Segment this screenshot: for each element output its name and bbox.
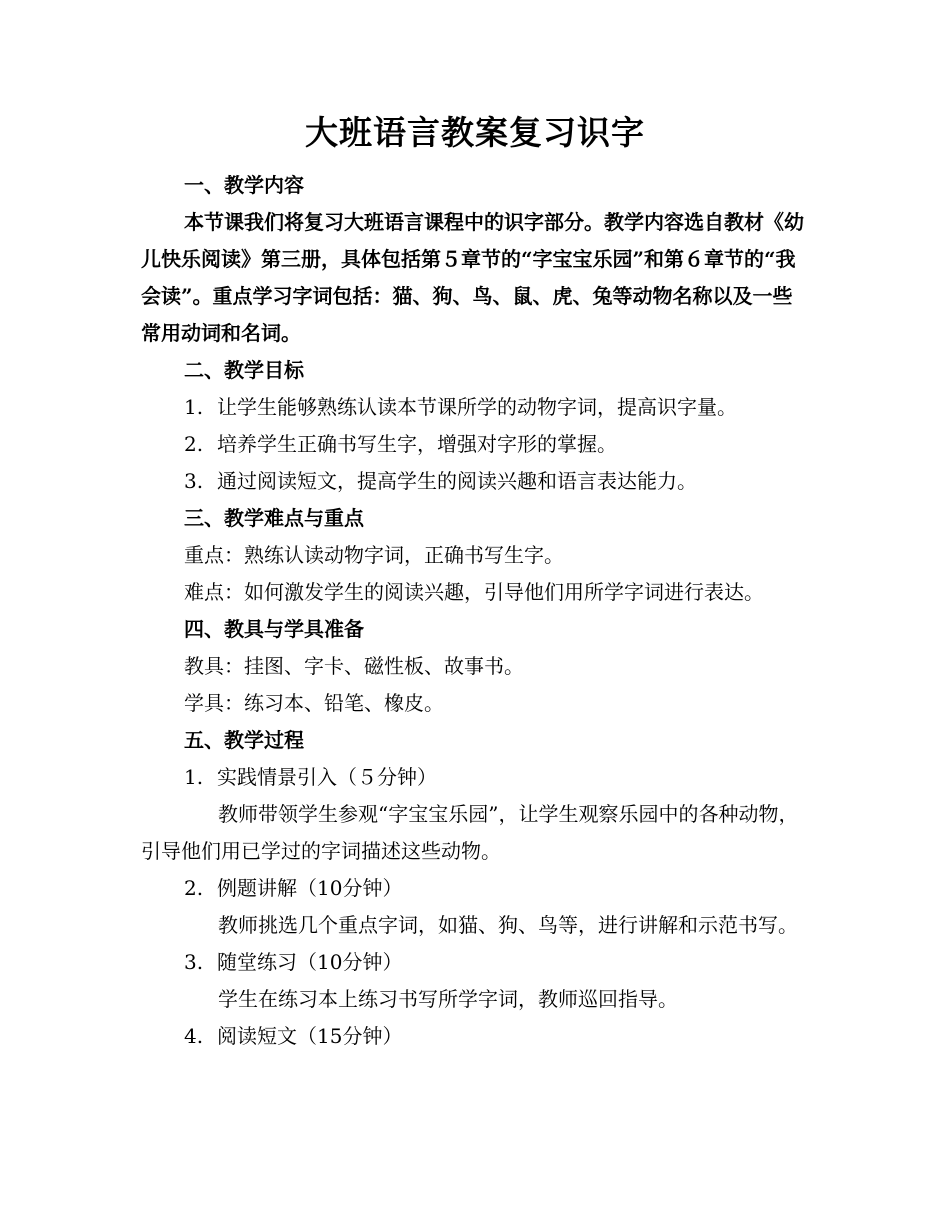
process-step-body: 教师带领学生参观“字宝宝乐园”，让学生观察乐园中的各种动物，引导他们用已学过的字词描述这些动物。 [141, 802, 799, 863]
content-paragraph: 本节课我们将复习大班语言课程中的识字部分。教学内容选自教材《幼儿快乐阅读》第三册，具体包括第５章节的“字宝宝乐园”和第６章节的“我会读”。重点学习字词包括：猫、狗、鸟、鼠、虎、兔等动物名称以及一些常用动词和名词。 [141, 210, 804, 345]
step-title: 例题讲解（10分钟） [217, 876, 403, 900]
objective-text: 培养学生正确书写生字，增强对字形的掌握。 [217, 432, 617, 456]
objective-text: 通过阅读短文，提高学生的阅读兴趣和语言表达能力。 [217, 469, 697, 493]
section-heading-content: 一、教学内容 [184, 173, 304, 197]
step-title: 随堂练习（10分钟） [217, 950, 403, 974]
process-step-title [141, 759, 811, 796]
key-point-text: 重点：熟练认读动物字词，正确书写生字。 [184, 543, 564, 567]
step-title: 阅读短文（15分钟） [217, 1024, 403, 1048]
step-number: 3. [184, 950, 204, 974]
objective-number: 2. [184, 432, 204, 456]
process-step-body: 学生在练习本上练习书写所学字词，教师巡回指导。 [218, 987, 678, 1011]
section-heading-objectives: 二、教学目标 [184, 358, 304, 382]
process-step-title [141, 944, 811, 981]
objective-item [141, 463, 811, 500]
section-heading-process: 五、教学过程 [184, 728, 304, 752]
process-step-title [141, 870, 811, 907]
objective-item [141, 426, 811, 463]
step-title: 实践情景引入（５分钟） [217, 765, 437, 789]
process-step-title [141, 1018, 811, 1055]
objective-text: 让学生能够熟练认读本节课所学的动物字词，提高识字量。 [217, 395, 737, 419]
step-number: 1. [184, 765, 204, 789]
objective-number: 1. [184, 395, 204, 419]
step-number: 2. [184, 876, 204, 900]
student-materials-text: 学具：练习本、铅笔、橡皮。 [184, 691, 444, 715]
teacher-materials-text: 教具：挂图、字卡、磁性板、故事书。 [184, 654, 524, 678]
section-heading-key-points: 三、教学难点与重点 [184, 506, 364, 530]
section-heading-materials: 四、教具与学具准备 [184, 617, 364, 641]
document-body [141, 167, 811, 1055]
step-number: 4. [184, 1024, 204, 1048]
objective-item [141, 389, 811, 426]
objective-number: 3. [184, 469, 204, 493]
process-step-body: 教师挑选几个重点字词，如猫、狗、鸟等，进行讲解和示范书写。 [218, 913, 798, 937]
difficulty-text: 难点：如何激发学生的阅读兴趣，引导他们用所学字词进行表达。 [184, 580, 764, 604]
document-title: 大班语言教案复习识字 [305, 113, 645, 152]
